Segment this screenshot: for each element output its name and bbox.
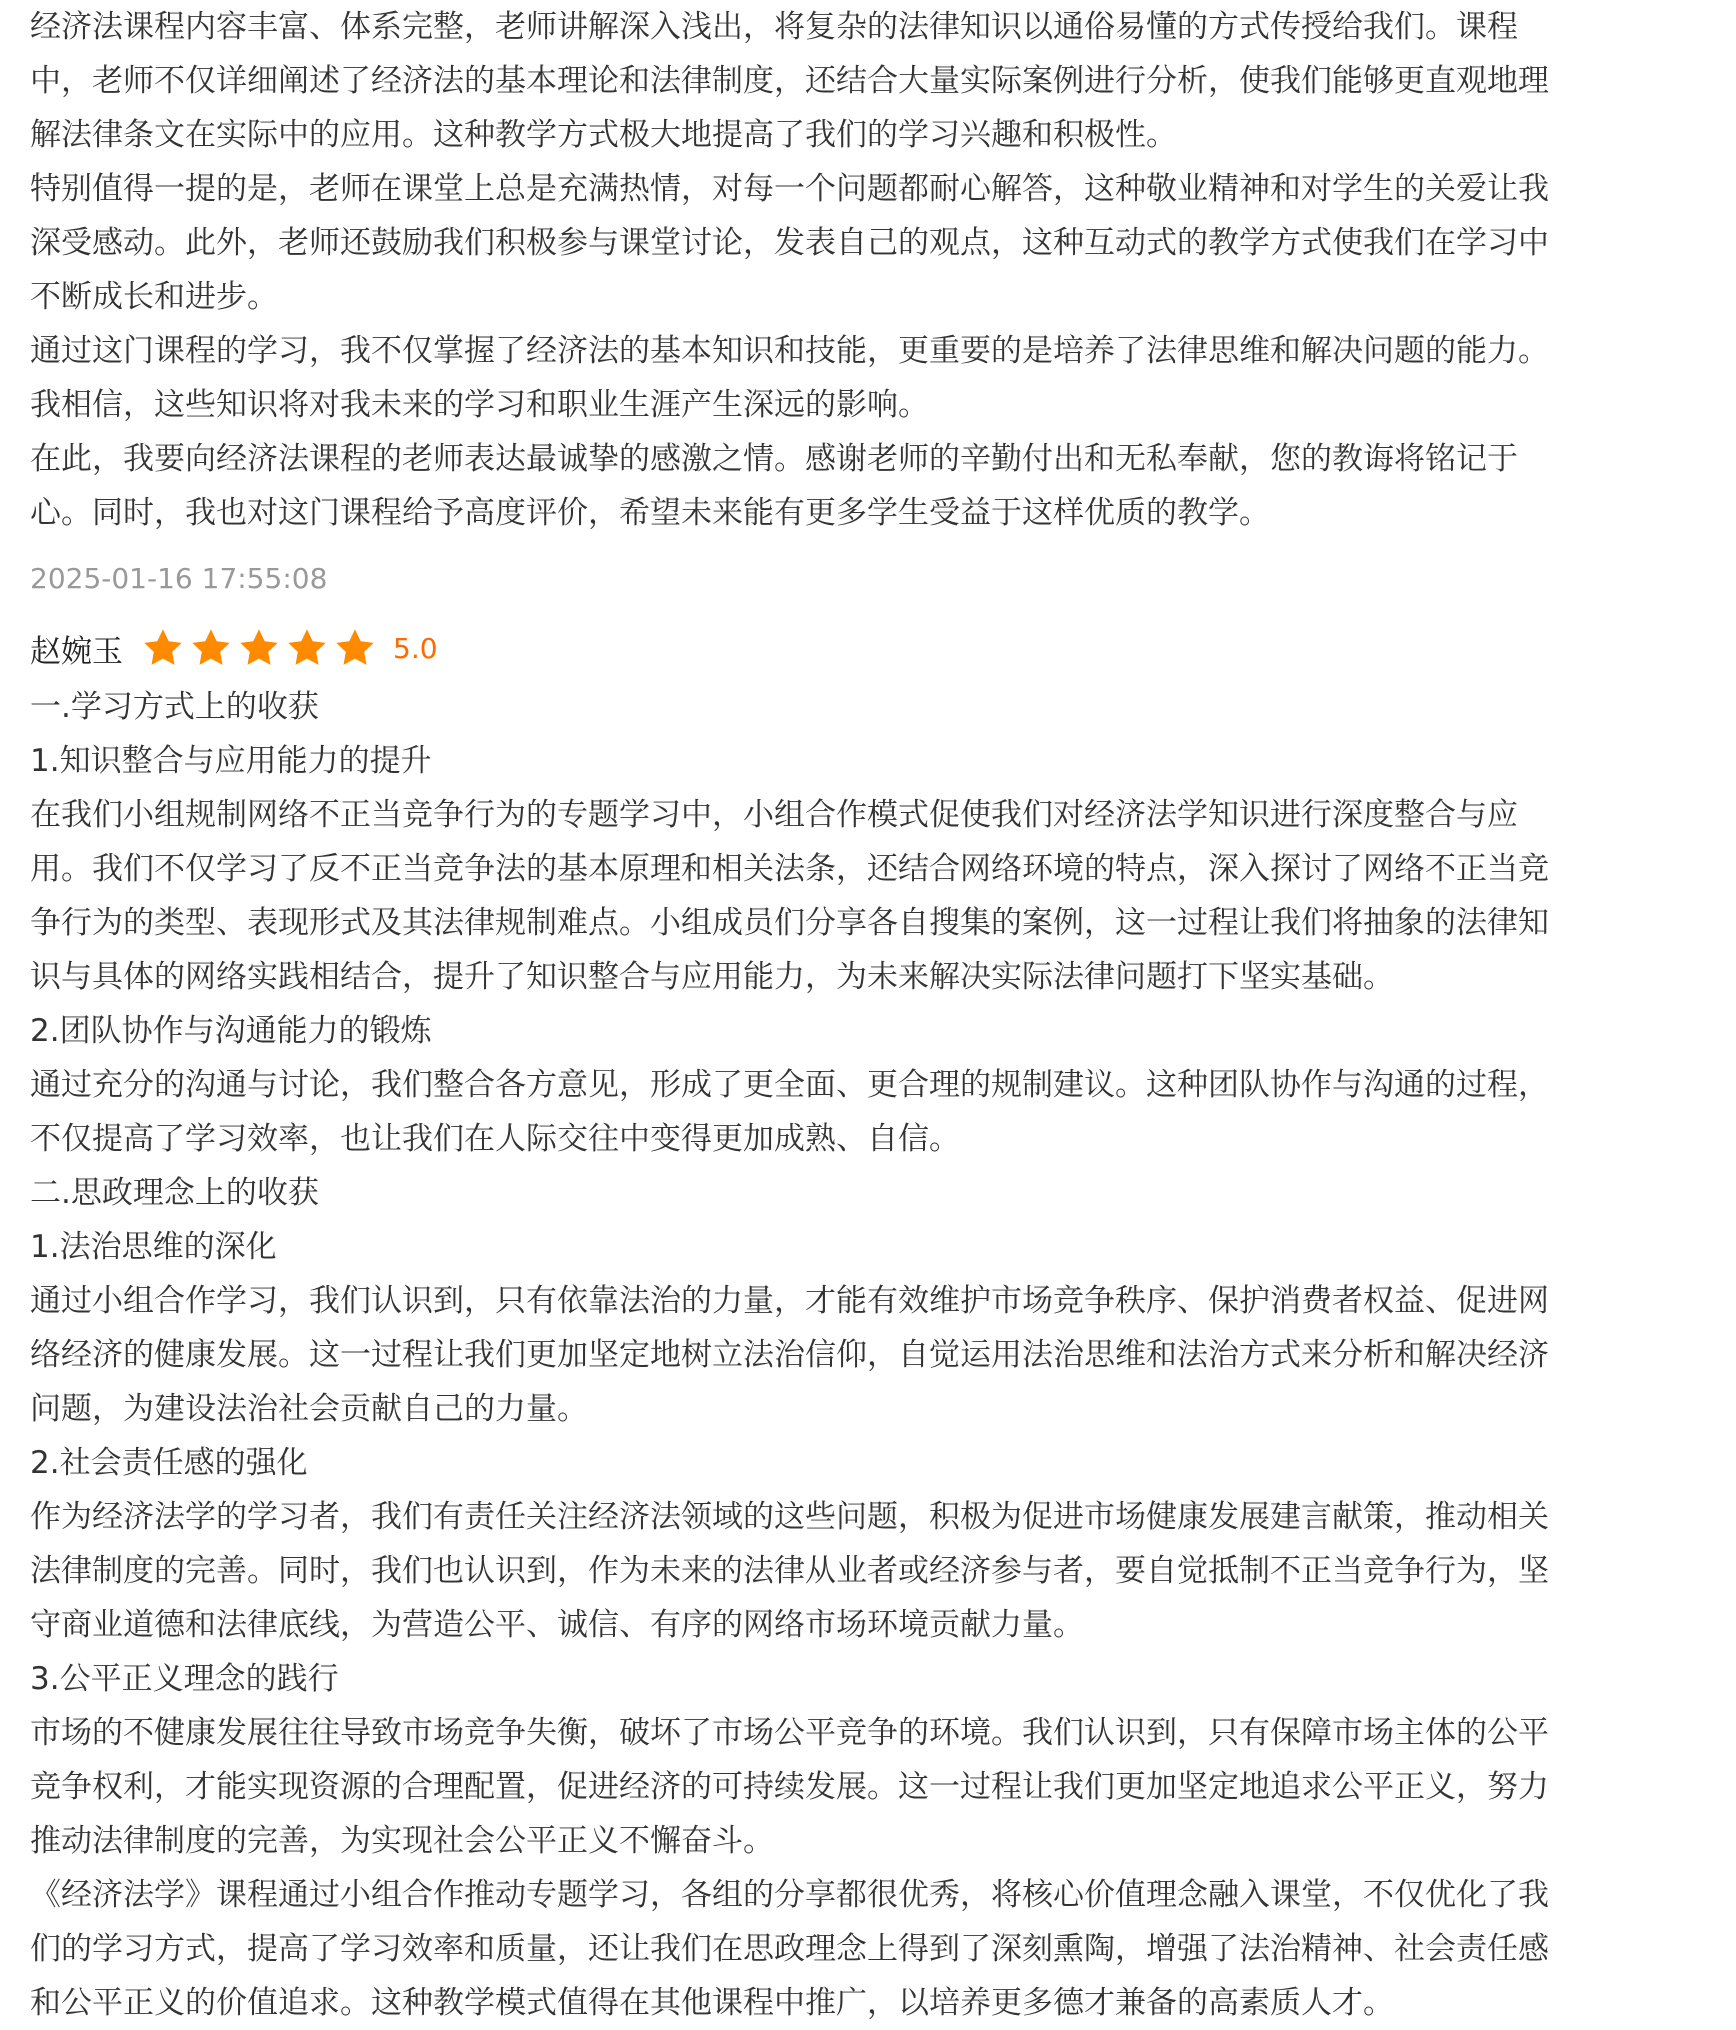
subsection-heading: 1.知识整合与应用能力的提升: [30, 743, 432, 779]
star-icon: [333, 626, 377, 670]
review-paragraph: 经济法课程内容丰富、体系完整，老师讲解深入浅出，将复杂的法律知识以通俗易懂的方式传授给我们。课程中，老师不仅详细阐述了经济法的基本理论和法律制度，还结合大量实际案例进行分析，使我们能够更直观地理解法律条文在实际中的应用。这种教学方式极大地提高了我们的学习兴趣和积极性。: [30, 9, 1549, 153]
star-icon: [141, 626, 185, 670]
review-paragraph: 特别值得一提的是，老师在课堂上总是充满热情，对每一个问题都耐心解答，这种敬业精神和对学生的关爱让我深受感动。此外，老师还鼓励我们积极参与课堂讨论，发表自己的观点，这种互动式的教学方式使我们在学习中不断成长和进步。: [30, 171, 1549, 315]
review-paragraph: 《经济法学》课程通过小组合作推动专题学习，各组的分享都很优秀，将核心价值理念融入课堂，不仅优化了我们的学习方式，提高了学习效率和质量，还让我们在思政理念上得到了深刻熏陶，增强了法治精神、社会责任感和公平正义的价值追求。这种教学模式值得在其他课程中推广，以培养更多德才兼备的高素质人才。: [30, 1877, 1549, 2021]
star-icon: [237, 626, 281, 670]
review-item: [30, 616, 1550, 2030]
review-paragraph: 在此，我要向经济法课程的老师表达最诚挚的感激之情。感谢老师的辛勤付出和无私奉献，您的教诲将铭记于心。同时，我也对这门课程给予高度评价，希望未来能有更多学生受益于这样优质的教学。: [30, 441, 1518, 531]
reviewer-name: 赵婉玉: [30, 633, 123, 670]
section-heading: 二.思政理念上的收获: [30, 1175, 319, 1211]
review-paragraph: 市场的不健康发展往往导致市场竞争失衡，破坏了市场公平竞争的环境。我们认识到，只有保障市场主体的公平竞争权利，才能实现资源的合理配置，促进经济的可持续发展。这一过程让我们更加坚定地追求公平正义，努力推动法律制度的完善，为实现社会公平正义不懈奋斗。: [30, 1715, 1549, 1859]
review-paragraph: 作为经济法学的学习者，我们有责任关注经济法领域的这些问题，积极为促进市场健康发展建言献策，推动相关法律制度的完善。同时，我们也认识到，作为未来的法律从业者或经济参与者，要自觉抵制不正当竞争行为，坚守商业道德和法律底线，为营造公平、诚信、有序的网络市场环境贡献力量。: [30, 1499, 1549, 1643]
review-paragraph: 通过这门课程的学习，我不仅掌握了经济法的基本知识和技能，更重要的是培养了法律思维和解决问题的能力。我相信，这些知识将对我未来的学习和职业生涯产生深远的影响。: [30, 333, 1549, 423]
review-body: [30, 680, 1550, 2030]
section-heading: 一.学习方式上的收获: [30, 689, 319, 725]
subsection-heading: 2.团队协作与沟通能力的锻炼: [30, 1013, 432, 1049]
previous-review: [30, 0, 1550, 606]
rating-score: 5.0: [393, 631, 438, 665]
subsection-heading: 3.公平正义理念的践行: [30, 1661, 339, 1697]
subsection-heading: 2.社会责任感的强化: [30, 1445, 308, 1481]
star-rating: [141, 626, 381, 670]
review-paragraph: 通过小组合作学习，我们认识到，只有依靠法治的力量，才能有效维护市场竞争秩序、保护消费者权益、促进网络经济的健康发展。这一过程让我们更加坚定地树立法治信仰，自觉运用法治思维和法治方式来分析和解决经济问题，为建设法治社会贡献自己的力量。: [30, 1283, 1549, 1427]
star-icon: [189, 626, 233, 670]
review-paragraph: 在我们小组规制网络不正当竞争行为的专题学习中，小组合作模式促使我们对经济法学知识进行深度整合与应用。我们不仅学习了反不正当竞争法的基本原理和相关法条，还结合网络环境的特点，深入探讨了网络不正当竞争行为的类型、表现形式及其法律规制难点。小组成员们分享各自搜集的案例，这一过程让我们将抽象的法律知识与具体的网络实践相结合，提升了知识整合与应用能力，为未来解决实际法律问题打下坚实基础。: [30, 797, 1549, 995]
review-paragraph: 通过充分的沟通与讨论，我们整合各方意见，形成了更全面、更合理的规制建议。这种团队协作与沟通的过程，不仅提高了学习效率，也让我们在人际交往中变得更加成熟、自信。: [30, 1067, 1549, 1157]
subsection-heading: 1.法治思维的深化: [30, 1229, 277, 1265]
review-timestamp: 2025-01-16 17:55:08: [30, 562, 328, 595]
star-icon: [285, 626, 329, 670]
review-header: [30, 616, 1550, 680]
reviews-content: [30, 0, 1550, 2030]
